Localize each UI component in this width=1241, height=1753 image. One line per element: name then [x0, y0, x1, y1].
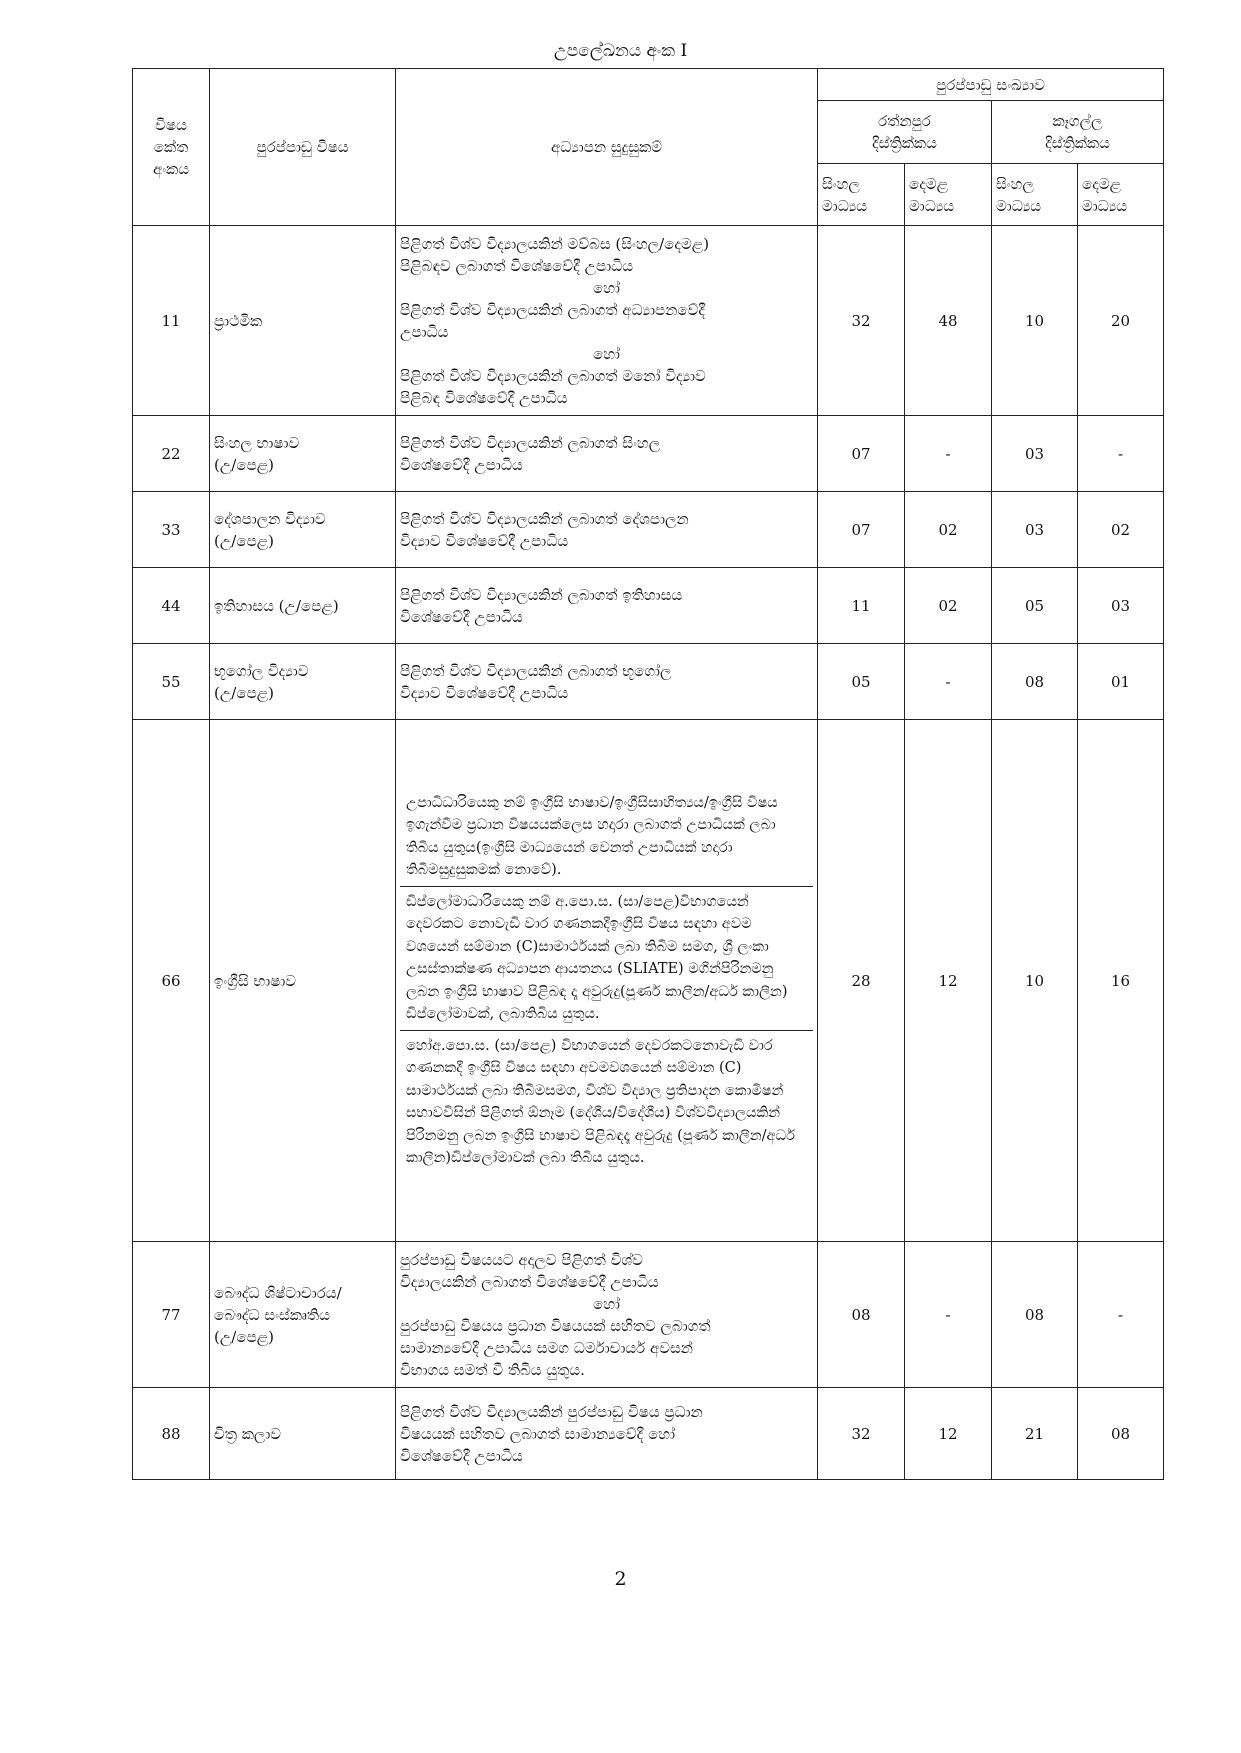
qualification-line: විශේෂවේදී උපාධිය: [400, 1446, 523, 1465]
qualification-line: සමග, විශ්ව විද්‍යාල ප්‍රතිපාදන කොමිෂන් සභාව: [406, 1082, 784, 1121]
qualification-line: විභාගය සමත් වී තිබිය යුතුය.: [400, 1360, 585, 1379]
qualification-line: පුරප්පාඩු විෂයයට අදාලව පිළිගත් විශ්ව: [400, 1250, 643, 1269]
count-kegalle-sinhala: 10: [992, 226, 1078, 416]
qualification-line: ඩිප්ලෝමාධාරියෙකු නම් අ.පො.ස. (සා/පෙළ): [406, 893, 680, 910]
header-ratnapura-tamil: දෙමළ මාධ්‍යය: [905, 164, 992, 226]
qualification-line: විභාගයෙන් දෙවරකට නොවැඩි වාර ගණනකදී: [406, 893, 749, 932]
count-ratnapura-sinhala: 32: [818, 1388, 905, 1480]
qualification-line: පිළිගත් විශ්ව විද්‍යාලයකින් ලබාගත් අධ්‍යාපනවේදී: [400, 300, 706, 319]
row-code: 33: [133, 492, 210, 568]
qualification-line: සාමාන්‍යවේදී උපාධිය සමග ධර්මාචාර්ය අවසන්: [400, 1338, 693, 1357]
qualification-line: තිබිය යුතුය.: [525, 1006, 600, 1022]
page-number: 2: [614, 1568, 627, 1590]
header-qualification: අධ්‍යාපන සුදුසුකම්: [396, 69, 818, 226]
qualification-line: වශයෙන් සම්මාන (C) සාමාර්ථයක් ලබා තිබීම: [406, 1060, 742, 1099]
qualification-line: උපාධිධාරියෙකු නම් ඉංග්‍රීසි භාෂාව/ඉංග්‍රීසි: [406, 794, 648, 811]
count-kegalle-sinhala: 08: [992, 1242, 1078, 1388]
qualification-block: [400, 886, 813, 1030]
row-subject: ඉංග්‍රීසි භාෂාව: [210, 720, 396, 1242]
row-qualification: [396, 226, 818, 416]
row-qualification: [396, 492, 818, 568]
count-ratnapura-sinhala: 28: [818, 720, 905, 1242]
row-code: 88: [133, 1388, 210, 1480]
table-row: [133, 720, 1164, 1242]
count-kegalle-sinhala: 08: [992, 644, 1078, 720]
count-ratnapura-sinhala: 32: [818, 226, 905, 416]
table-body: [133, 226, 1164, 1480]
qualification-line: අ.පො.ස. (සා/පෙළ) විභාගයෙන් දෙවරකට: [432, 1037, 693, 1054]
table-row: [133, 568, 1164, 644]
qualification-line: පිළිගත් විශ්ව විද්‍යාලයකින් මව්බස (සිංහල/දෙමළ): [400, 234, 710, 253]
header-ratnapura-sinhala: සිංහල මාධ්‍යය: [818, 164, 905, 226]
qualification-line: තාක්ෂණ අධ්‍යාපන ආයතනය (SLIATE) මගින්: [437, 961, 721, 977]
qualification-line: පිළිගත් විශ්ව විද්‍යාලයකින් ලබාගත් ඉතිහාසය: [400, 585, 683, 604]
qualification-line: විෂයයක් සහිතව ලබාගත් සාමාන්‍යවේදී හෝ: [400, 1424, 676, 1443]
qualification-line: පිළිගත් විශ්ව විද්‍යාලයකින් ලබාගත් භූගෝල: [400, 661, 672, 680]
count-kegalle-tamil: 08: [1078, 1388, 1164, 1480]
row-subject: බෞද්ධ ශිෂ්ටාචාරය/ බෞද්ධ සංස්කෘතිය (උ/පෙළ): [210, 1242, 396, 1388]
row-qualification: [396, 1388, 818, 1480]
qualification-line: පිළිබඳ විශේෂවේදී උපාධිය: [400, 388, 568, 407]
qualification-block: [400, 1030, 813, 1174]
row-qualification: [396, 416, 818, 492]
qualification-line: හෝ: [593, 1294, 620, 1313]
table-row: [133, 644, 1164, 720]
page-title: උපලේඛනය අංක I: [553, 41, 688, 61]
row-code: 55: [133, 644, 210, 720]
qualification-line: හෝ: [593, 278, 620, 297]
count-kegalle-tamil: 01: [1078, 644, 1164, 720]
row-code: 22: [133, 416, 210, 492]
qualification-block: [400, 788, 813, 886]
header-code: විෂය කේත අංකය: [133, 69, 210, 226]
qualification-line: හෝ: [406, 1037, 433, 1054]
header-district-kegalle: කෑගල්ල දිස්ත්‍රික්කය: [992, 101, 1164, 164]
qualification-line: දෑ අවුරුදු (පූර්ණ කාලීන/අර්ධ කාලීන): [406, 1127, 795, 1166]
row-code: 44: [133, 568, 210, 644]
count-ratnapura-sinhala: 07: [818, 416, 905, 492]
row-subject: ප්‍රාථමික: [210, 226, 396, 416]
qualification-line: සුදුසුකමක් නොවේ).: [438, 862, 562, 878]
table-row: [133, 1242, 1164, 1388]
row-subject: ඉතිහාසය (උ/පෙළ): [210, 568, 396, 644]
row-qualification: [396, 644, 818, 720]
count-kegalle-tamil: 20: [1078, 226, 1164, 416]
qualification-line: විද්‍යාලයකින් ලබාගත් විශේෂවේදී උපාධිය: [400, 1272, 659, 1291]
count-ratnapura-tamil: 48: [905, 226, 992, 416]
count-kegalle-sinhala: 10: [992, 720, 1078, 1242]
qualification-line: ලෙස හදාරා ලබාගත් උපාධියක් ලබා තිබිය යුතුය: [406, 817, 776, 856]
qualification-line: නොවැඩි වාර ගණනකදී ඉංග්‍රීසි විෂය සඳහා අවම: [406, 1037, 773, 1076]
count-ratnapura-tamil: -: [905, 644, 992, 720]
vacancy-table: [132, 68, 1164, 1480]
row-code: 77: [133, 1242, 210, 1388]
row-code: 66: [133, 720, 210, 1242]
table-row: [133, 1388, 1164, 1480]
qualification-line: පිළිගත් විශ්ව විද්‍යාලයකින් ලබාගත් දේශපාලන: [400, 509, 689, 528]
count-ratnapura-tamil: 12: [905, 720, 992, 1242]
count-ratnapura-tamil: 02: [905, 568, 992, 644]
count-ratnapura-tamil: -: [905, 416, 992, 492]
count-kegalle-tamil: 16: [1078, 720, 1164, 1242]
header-subject: පුරප්පාඩු විෂය: [210, 69, 396, 226]
count-ratnapura-tamil: -: [905, 1242, 992, 1388]
row-qualification: [396, 568, 818, 644]
count-kegalle-tamil: 03: [1078, 568, 1164, 644]
row-subject: සිංහල භාෂාව (උ/පෙළ): [210, 416, 396, 492]
qualification-line: පුරප්පාඩු විෂයය ප්‍රධාන විෂයයක් සහිතව ලබාගත්: [400, 1316, 711, 1335]
qualification-line: පිළිගත් විශ්ව විද්‍යාලයකින් ලබාගත් මනෝ විද්‍යාව: [400, 366, 706, 385]
count-ratnapura-sinhala: 05: [818, 644, 905, 720]
qualification-line: විශේෂවේදී උපාධිය: [400, 455, 523, 474]
row-qualification: [396, 1242, 818, 1388]
count-ratnapura-tamil: 12: [905, 1388, 992, 1480]
qualification-line: (ඉංග්‍රීසි මාධ්‍යයෙන් වෙනත් උපාධියක් හදාරා තිබීම: [406, 839, 733, 878]
qualification-line: සාමාර්ථයක් ලබා තිබීම සමග, ශ්‍රී ලංකා උසස්: [406, 938, 769, 977]
count-ratnapura-sinhala: 07: [818, 492, 905, 568]
qualification-line: උපාධිය: [400, 322, 449, 341]
row-subject: දේශපාලන විද්‍යාව (උ/පෙළ): [210, 492, 396, 568]
count-ratnapura-sinhala: 11: [818, 568, 905, 644]
header-kegalle-tamil: දෙමළ මාධ්‍යය: [1078, 164, 1164, 226]
count-kegalle-sinhala: 05: [992, 568, 1078, 644]
table-row: [133, 226, 1164, 416]
qualification-line: විශේෂවේදී උපාධිය: [400, 607, 523, 626]
qualification-line: පිළිගත් විශ්ව විද්‍යාලයකින් ලබාගත් සිංහල: [400, 433, 661, 452]
row-code: 11: [133, 226, 210, 416]
count-ratnapura-sinhala: 08: [818, 1242, 905, 1388]
row-qualification: [396, 720, 818, 1242]
qualification-line: (පූර්ණ කාලීන/අර්ධ කාලීන) ඩිප්ලෝමාවක්, ලබා: [406, 983, 788, 1022]
header-kegalle-sinhala: සිංහල මාධ්‍යය: [992, 164, 1078, 226]
count-kegalle-sinhala: 03: [992, 416, 1078, 492]
qualification-line: විද්‍යාව විශේෂවේදී උපාධිය: [400, 531, 569, 550]
qualification-line: පිළිබඳව ලබාගත් විශේෂවේදී උපාධිය: [400, 256, 634, 275]
qualification-line: පිරිනමනු ලබන ඉංග්‍රීසි භාෂාව පිළිබඳ දෑ අවුරුදු: [406, 961, 774, 1000]
count-ratnapura-tamil: 02: [905, 492, 992, 568]
count-kegalle-sinhala: 21: [992, 1388, 1078, 1480]
qualification-line: විද්‍යාලයකින් පිරිනමනු ලබන ඉංග්‍රීසි භාෂාව පිළිබඳ: [406, 1105, 781, 1144]
qualification-line: ඩිප්ලෝමාවක් ලබා තිබිය යුතුය.: [451, 1150, 645, 1166]
qualification-line: පිළිගත් විශ්ව විද්‍යාලයකින් පුරප්පාඩු විෂය ප්‍රධාන: [400, 1402, 703, 1421]
row-subject: භූගෝල විද්‍යාව (උ/පෙළ): [210, 644, 396, 720]
count-kegalle-tamil: -: [1078, 1242, 1164, 1388]
qualification-line: විසින් පිළිගත් ඕනෑම (දේශීය/විදේශීය) විශ්ව: [443, 1105, 707, 1121]
qualification-line: ඉංග්‍රීසි විෂය සඳහා අවම වශයෙන් සම්මාන (C): [406, 916, 752, 955]
header-district-ratnapura: රත්නපුර දිස්ත්‍රික්කය: [818, 101, 992, 164]
qualification-line: විද්‍යාව විශේෂවේදී උපාධිය: [400, 683, 569, 702]
count-kegalle-tamil: -: [1078, 416, 1164, 492]
count-kegalle-sinhala: 03: [992, 492, 1078, 568]
qualification-line: හෝ: [593, 344, 620, 363]
qualification-line: සාහිත්‍යය/ඉංග්‍රීසි විෂය ඉගැන්වීම ප්‍රධාන විෂයයක්: [406, 794, 778, 833]
row-subject: චිත්‍ර කලාව: [210, 1388, 396, 1480]
table-row: [133, 492, 1164, 568]
header-vacancies: පුරප්පාඩු සංඛ්‍යාව: [818, 69, 1164, 101]
count-kegalle-tamil: 02: [1078, 492, 1164, 568]
table-row: [133, 416, 1164, 492]
